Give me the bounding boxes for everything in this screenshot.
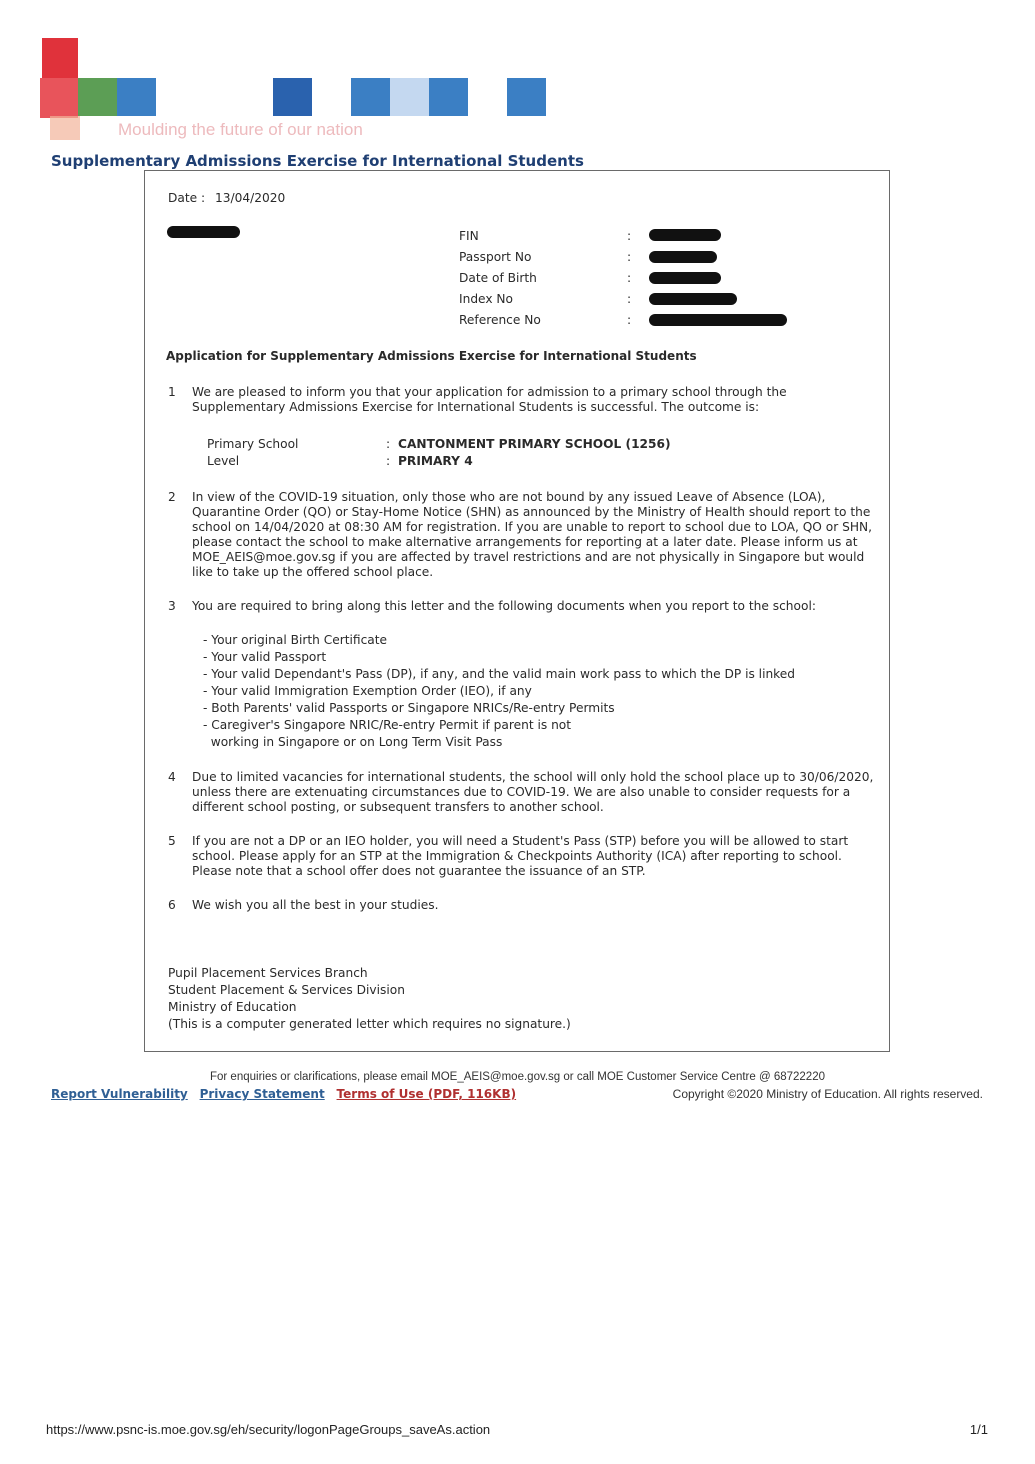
document-item: working in Singapore or on Long Term Visit Pass [203,735,503,749]
footer-links [51,1087,524,1101]
outcome-label-school: Primary School [207,437,299,451]
redacted-name [167,226,240,238]
footer-enquiries: For enquiries or clarifications, please email MOE_AEIS@moe.gov.sg or call MOE Customer Service Centre @ 68722220 [209,1071,825,1083]
para-3-text: You are required to bring along this letter and the following documents when you report to the school: [192,599,816,613]
para-6-text: We wish you all the best in your studies. [192,898,439,912]
letter-subject: Application for Supplementary Admissions Exercise for International Students [166,349,697,363]
outcome-value-level: PRIMARY 4 [398,454,473,468]
page-title: Supplementary Admissions Exercise for International Students [51,152,584,170]
signoff-line: (This is a computer generated letter which requires no signature.) [168,1017,571,1031]
document-item: - Your valid Passport [203,650,327,664]
copyright: Copyright ©2020 Ministry of Education. All rights reserved. [672,1087,983,1101]
tagline: Moulding the future of our nation [118,120,363,139]
document-item: - Your valid Dependant's Pass (DP), if any, and the valid main work pass to which the DP is linked [203,667,796,681]
outcome-value-school: CANTONMENT PRIMARY SCHOOL (1256) [398,437,671,451]
para-number: 3 [168,599,176,613]
document-item: - Caregiver's Singapore NRIC/Re-entry Permit if parent is not [203,718,572,732]
offer-letter [144,170,890,1052]
detail-label-passport: Passport No [459,250,532,264]
report-vulnerability-link[interactable]: Report Vulnerability [51,1087,188,1101]
date-row [168,191,285,206]
detail-label-dob: Date of Birth [459,271,537,285]
date-value: 13/04/2020 [215,191,286,205]
redacted-index [649,293,737,305]
redacted-reference [649,314,787,326]
para-number: 1 [168,385,176,399]
privacy-statement-link[interactable]: Privacy Statement [199,1087,325,1101]
detail-sep: : [627,229,632,243]
para-1-text: We are pleased to inform you that your application for admission to a primary school through the Supplementary Admissions Exercise for International Students is successful. The outcome is: [192,385,787,414]
redacted-passport [649,251,717,263]
detail-label-index: Index No [459,292,513,306]
para-2-text: In view of the COVID-19 situation, only those who are not bound by any issued Leave of Absence (LOA), Quarantine Order (QO) or Stay-Home Notice (SHN) as announced by the Ministry of Health should report to the school on 14/04/2020 at 08:30 AM for registration. If you are unable to report to school due to LOA, QO or SHN, please contact the school to make alternative arrangements for reporting at a later date. Please inform us at MOE_AEIS@moe.gov.sg if you are affected by travel restrictions and are not physically in Singapore but would like to take up the offered school place. [192,490,872,579]
detail-sep: : [627,271,632,285]
para-4-text: Due to limited vacancies for international students, the school will only hold the school place up to 30/06/2020, unless there are extenuating circumstances due to COVID-19. We are also unable to consider requests for a different school posting, or subsequent transfers to another school. [192,770,874,814]
document-item: - Both Parents' valid Passports or Singapore NRICs/Re-entry Permits [203,701,615,715]
detail-label-reference: Reference No [459,313,541,327]
para-number: 6 [168,898,176,912]
detail-sep: : [627,313,632,327]
outcome-label-level: Level [207,454,240,468]
print-page-number: 1/1 [969,1422,988,1437]
detail-label-fin: FIN [459,229,479,243]
signoff-line: Ministry of Education [168,1000,297,1014]
date-label: Date : [168,191,206,205]
document-item: - Your original Birth Certificate [203,633,388,647]
detail-sep: : [627,250,632,264]
redacted-dob [649,272,721,284]
detail-sep: : [627,292,632,306]
para-number: 5 [168,834,176,848]
terms-of-use-link[interactable]: Terms of Use (PDF, 116KB) [336,1087,517,1101]
para-number: 2 [168,490,176,504]
para-5-text: If you are not a DP or an IEO holder, you will need a Student's Pass (STP) before you will be allowed to start school. Please apply for an STP at the Immigration & Checkpoints Authority (ICA) after reporting to school. Please note that a school offer does not guarantee the issuance of an STP. [192,834,849,878]
print-url: https://www.psnc-is.moe.gov.sg/eh/security/logonPageGroups_saveAs.action [46,1422,491,1437]
outcome-sep: : [386,437,391,451]
para-number: 4 [168,770,176,784]
outcome-sep: : [386,454,391,468]
document-item: - Your valid Immigration Exemption Order (IEO), if any [203,684,532,698]
signoff-line: Student Placement & Services Division [168,983,405,997]
signoff-line: Pupil Placement Services Branch [168,966,368,980]
redacted-fin [649,229,721,241]
